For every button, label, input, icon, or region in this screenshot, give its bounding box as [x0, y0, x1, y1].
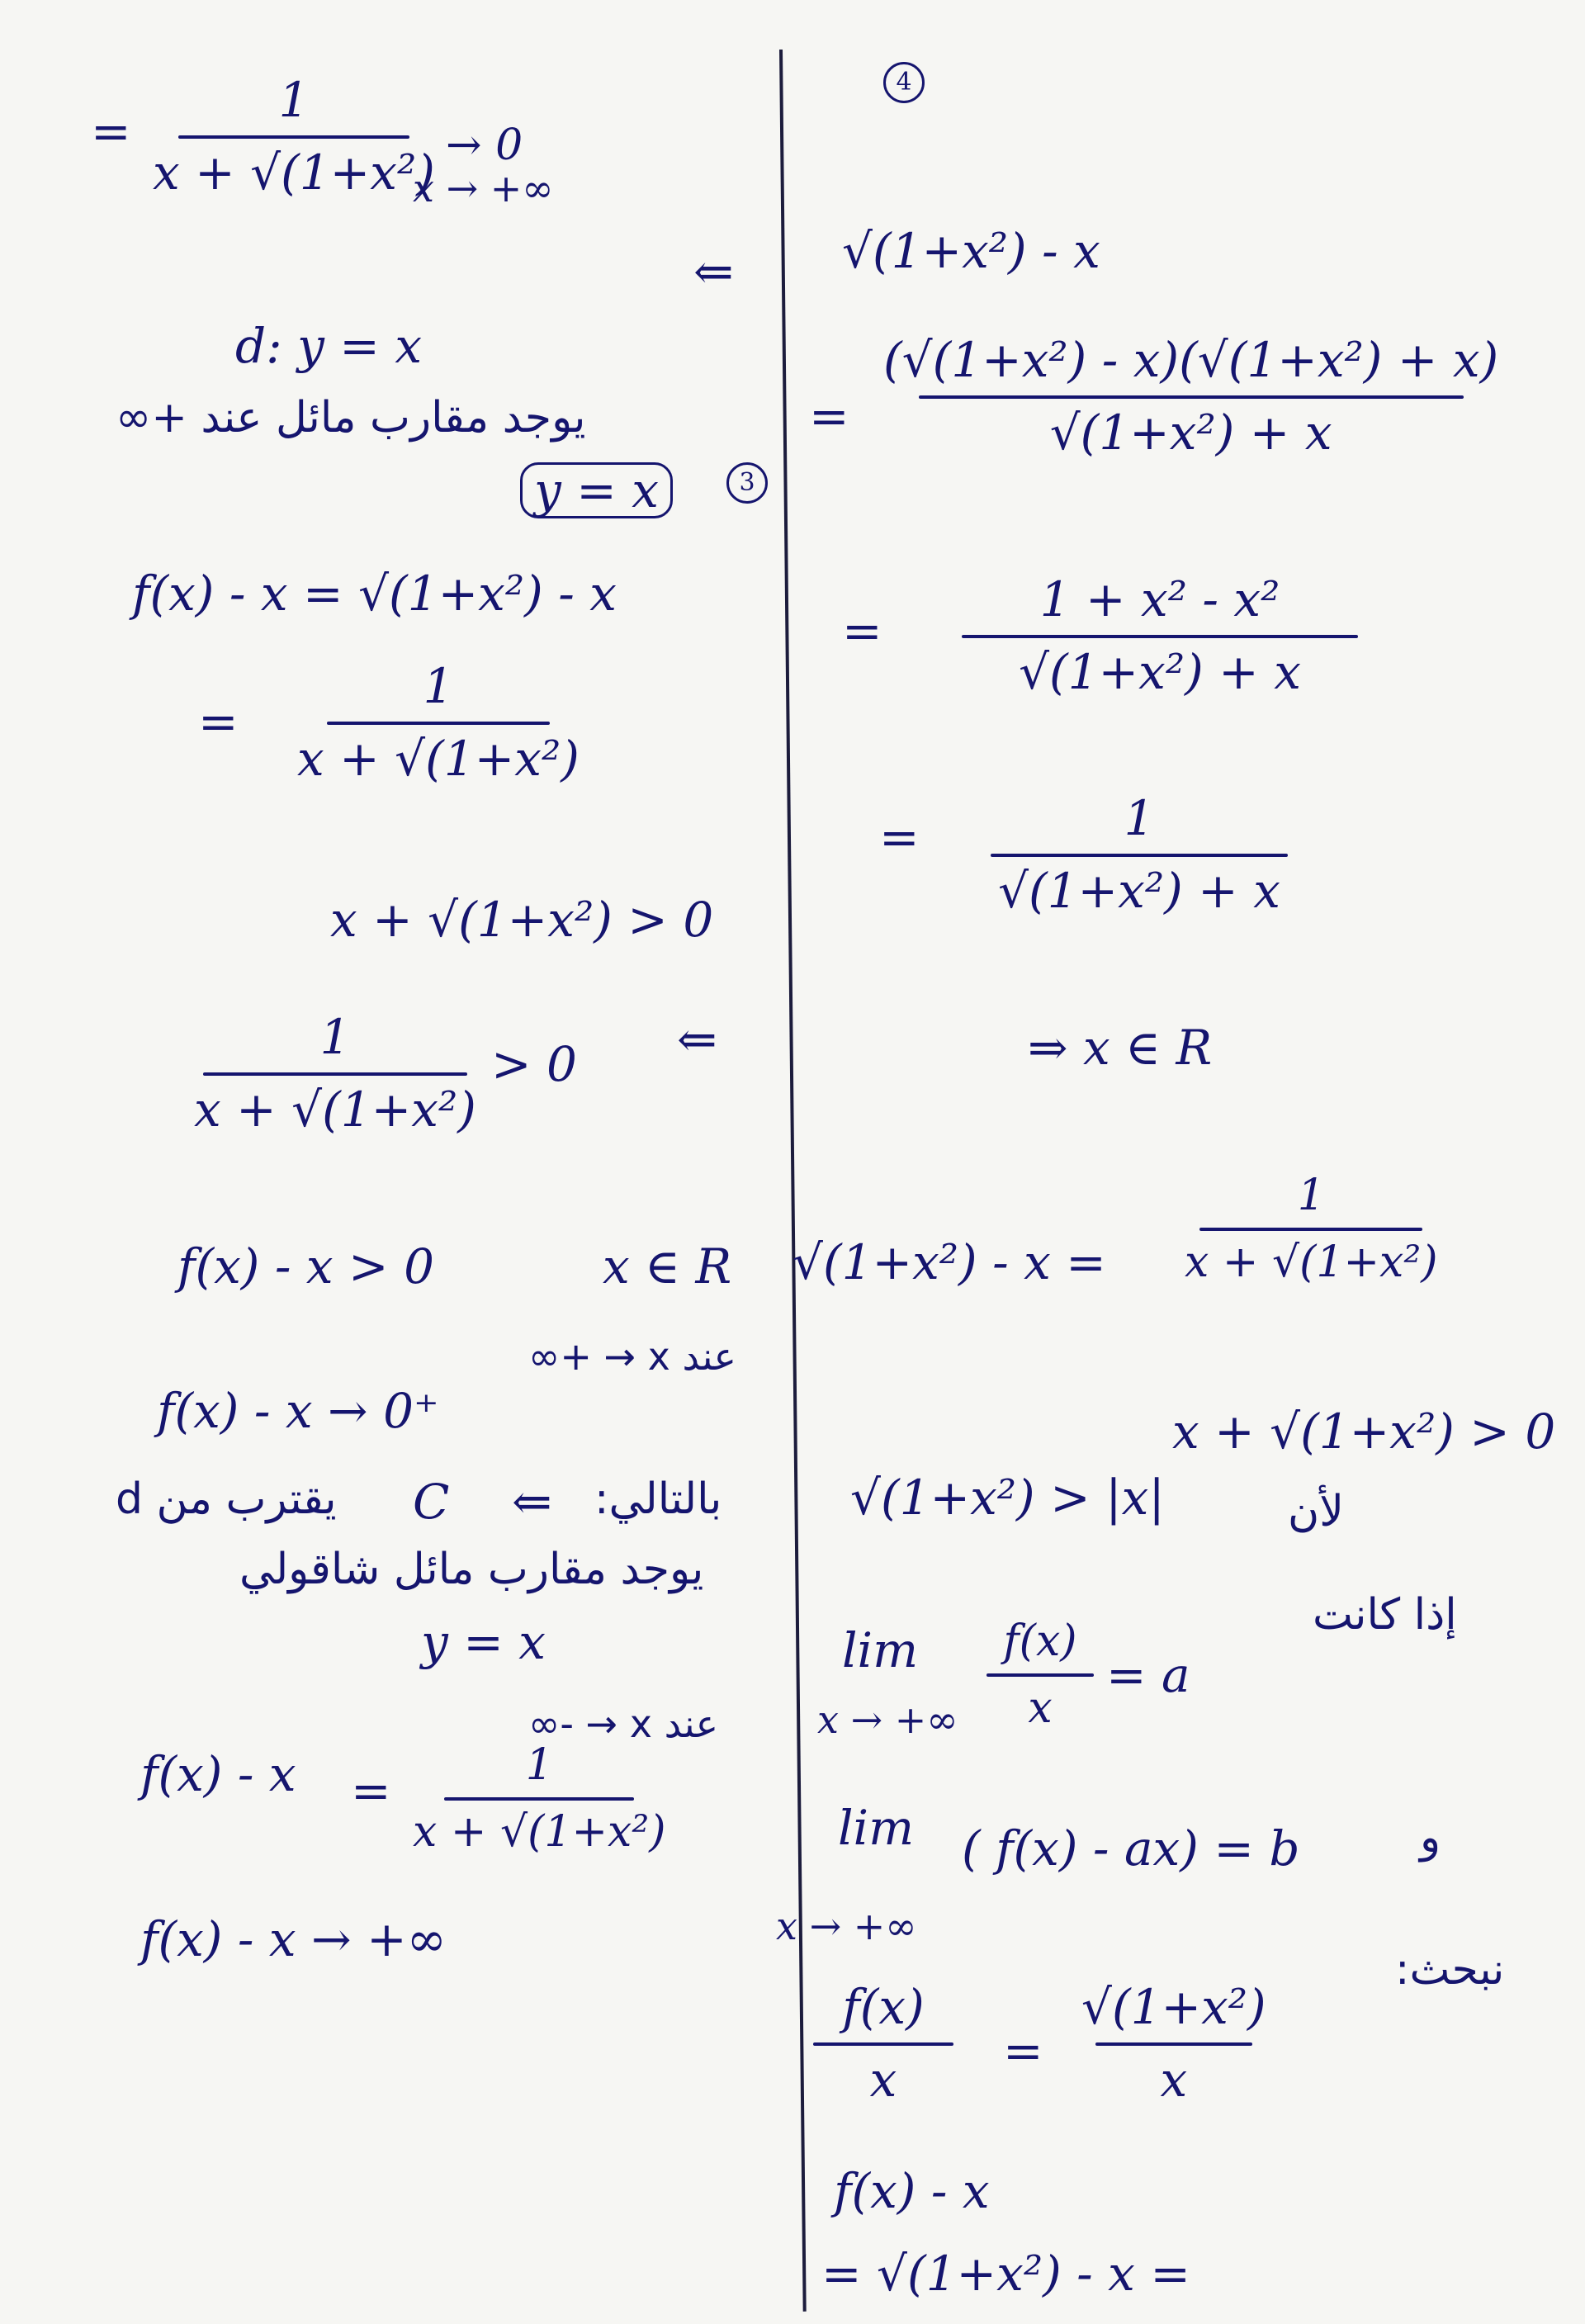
fraction-numerator: f(x) — [1003, 1616, 1077, 1666]
fraction-bar — [1199, 1228, 1422, 1231]
limit-condition: x → +∞ — [413, 166, 554, 211]
fraction-numerator: 1 + x² - x² — [1039, 571, 1280, 627]
fraction-denominator: √(1+x²) + x — [1019, 643, 1301, 700]
greater-than-zero: > 0 — [491, 1036, 577, 1092]
fraction-bar — [203, 1072, 467, 1076]
part-marker: 3 — [726, 462, 768, 504]
fraction-denominator: x — [1160, 2051, 1188, 2108]
arabic-at-negative-infinity: عند x → -∞ — [528, 1702, 719, 1746]
slope-value: = a — [1106, 1647, 1190, 1703]
arabic-and: و — [1420, 1813, 1441, 1863]
implies-arrow: ⇐ — [677, 1011, 717, 1067]
ratio-fraction — [813, 1981, 953, 2107]
fraction-denominator: x + √(1+x²) — [1185, 1238, 1438, 1288]
arabic-therefore: بالتالي: — [594, 1474, 722, 1524]
slope-fraction — [986, 1618, 1094, 1732]
simplified-fraction — [962, 571, 1358, 700]
arabic-oblique-asymptote-note: يوجد مقارب مائل عند +∞ — [116, 393, 586, 443]
fraction-numerator: 1 — [423, 658, 454, 714]
limit-arrow: → 0 — [446, 121, 523, 170]
fraction-bar — [919, 395, 1464, 399]
limit-fraction — [153, 74, 435, 200]
fraction-bar — [962, 635, 1358, 638]
root-difference: = √(1+x²) - x = — [821, 2246, 1190, 2302]
positivity-statement: x + √(1+x²) > 0 — [1172, 1403, 1556, 1460]
difference-expression: f(x) - x — [834, 2163, 990, 2219]
equals-sign: = — [351, 1763, 391, 1819]
fraction-denominator: x + √(1+x²) — [194, 1081, 476, 1138]
fraction-numerator: f(x) — [842, 1979, 925, 2035]
fraction-numerator: 1 — [1124, 790, 1155, 846]
arabic-approaches: يقترب من d — [116, 1474, 337, 1524]
equals-sign: = — [879, 809, 920, 865]
limit-subscript: x → +∞ — [776, 1904, 917, 1948]
fraction-denominator: √(1+x²) + x — [1049, 404, 1332, 461]
root-difference: √(1+x²) - x = — [792, 1234, 1106, 1290]
fraction-denominator: x — [869, 2051, 897, 2108]
implies-arrow: ⇐ — [512, 1474, 552, 1530]
difference-limit: f(x) - x → 0⁺ — [157, 1383, 439, 1439]
arabic-if: إذا كانت — [1313, 1590, 1457, 1640]
fraction-numerator: 1 — [525, 1740, 553, 1790]
fraction-numerator: 1 — [1297, 1171, 1325, 1220]
difference-limit: f(x) - x → +∞ — [140, 1911, 447, 1967]
positive-fraction — [194, 1011, 476, 1137]
equals-sign: = — [1003, 2023, 1043, 2079]
fraction-numerator: √(1+x²) — [1081, 1979, 1266, 2035]
implies-arrow: ⇐ — [693, 244, 734, 300]
difference-expression: f(x) - x — [140, 1746, 296, 1802]
difference-fraction — [413, 1742, 666, 1856]
conjugate-fraction — [883, 334, 1498, 460]
ratio-root-fraction — [1081, 1981, 1266, 2107]
equals-sign: = — [809, 388, 849, 444]
limit-symbol: lim — [838, 1800, 915, 1856]
limit-symbol: lim — [842, 1622, 919, 1678]
asymptote-equation: y = x — [421, 1614, 546, 1670]
absolute-inequality: √(1+x²) > |x| — [850, 1470, 1165, 1526]
difference-expression: f(x) - x = √(1+x²) - x — [132, 566, 617, 622]
fraction-numerator: 1 — [278, 72, 310, 128]
arabic-we-check: نبحث: — [1395, 1945, 1505, 1995]
root-expression: √(1+x²) - x — [842, 223, 1100, 279]
positivity-statement: x + √(1+x²) > 0 — [330, 892, 714, 948]
arabic-because: لأن — [1288, 1487, 1344, 1536]
fraction-denominator: √(1+x²) + x — [998, 862, 1280, 919]
fraction-denominator: x + √(1+x²) — [297, 730, 580, 787]
domain-conclusion: ⇒ x ∈ R — [1028, 1020, 1213, 1076]
intercept-limit: ( f(x) - ax) = b — [962, 1820, 1300, 1877]
part-marker: 4 — [883, 62, 925, 103]
column-divider — [779, 50, 807, 2312]
fraction-bar — [986, 1673, 1094, 1677]
fraction-bar — [444, 1797, 634, 1801]
difference-positive: f(x) - x > 0 — [177, 1238, 434, 1295]
fraction-denominator: x + √(1+x²) — [153, 144, 435, 201]
fraction-bar — [991, 854, 1288, 857]
root-difference-fraction — [1185, 1172, 1438, 1286]
fraction-bar — [813, 2042, 953, 2046]
difference-fraction — [297, 660, 580, 786]
equals-sign: = — [198, 693, 239, 750]
fraction-numerator: 1 — [319, 1009, 351, 1065]
arabic-asymptote-note: يوجد مقارب مائل شاقولي — [239, 1545, 704, 1594]
fraction-bar — [327, 722, 550, 725]
curve-label: C — [413, 1474, 450, 1530]
limit-subscript: x → +∞ — [817, 1697, 958, 1742]
fraction-bar — [178, 135, 409, 139]
arabic-at-infinity: عند x → +∞ — [528, 1334, 736, 1379]
domain-statement: x ∈ R — [603, 1238, 732, 1295]
fraction-denominator: x + √(1+x²) — [413, 1807, 666, 1858]
reduced-fraction — [991, 790, 1288, 919]
boxed-equation: y = x — [520, 462, 673, 518]
equals-sign: = — [842, 603, 882, 659]
fraction-numerator: (√(1+x²) - x)(√(1+x²) + x) — [883, 332, 1499, 388]
fraction-bar — [1095, 2042, 1252, 2046]
equals-sign: = — [91, 103, 131, 159]
fraction-denominator: x — [1028, 1683, 1053, 1734]
asymptote-conclusion: d: y = x — [235, 318, 423, 374]
